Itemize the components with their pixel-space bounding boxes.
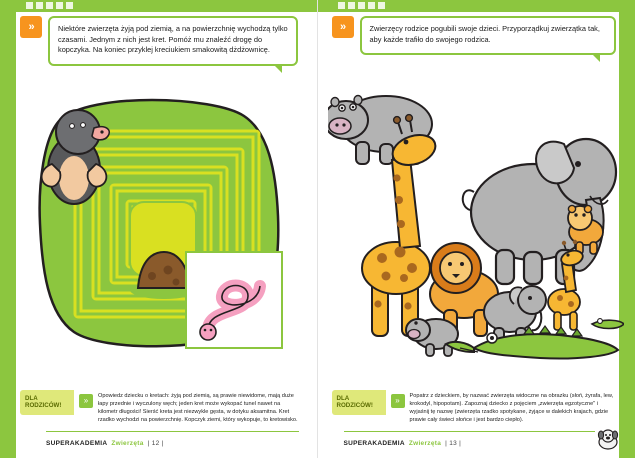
right-instruction-block [332, 16, 616, 55]
left-tip-label: DLA RODZICÓW! [20, 390, 74, 416]
right-tip-text: Popatrz z dzieckiem, by nazwać zwierzęta widoczne na obrazku (słoń, żyrafa, lew, krokodyl, hipopotam). Zapoznaj dziecko z pojęciem „zwierzęta egzotyczne" i wyjaśnij tę nazwę (zwierzęta rzadko spotykane, żyjące w dalekich krajach, gdzie prawie cały świeci słońce i jest bardzo ciepło). [409, 392, 614, 423]
maze-puzzle[interactable] [18, 74, 300, 356]
baby-crocodile [592, 319, 624, 329]
right-instruction-text: Zwierzęcy rodzice pogubili swoje dzieci. Przyporządkuj zwierzątka tak, aby każde trafiło do swojego rodzica. [360, 16, 616, 55]
footer-series: Zwierzęta [408, 439, 442, 447]
earthworm-sticker-box [186, 252, 282, 348]
footer-series: Zwierzęta [111, 439, 144, 447]
right-page [318, 0, 635, 458]
baby-hippopotamus [406, 319, 458, 356]
crocodile-parent [446, 326, 618, 359]
left-instruction-block [20, 16, 298, 66]
footer-page-number: | 12 | [147, 439, 164, 447]
decorative-dots-left [26, 2, 73, 9]
double-chevron-right-icon: » [332, 16, 354, 38]
footer-brand: SUPERAKADEMIA [343, 439, 405, 447]
animal-matching-illustration[interactable] [328, 72, 624, 362]
dog-mascot-icon [595, 428, 621, 450]
left-tip-text: Opowiedz dziecku o kretach: żyją pod ziemią, są prawie niewidome, mają duże łapy przednie i wyczulony węch; jeden kret może wykopać tunel nawet na kilometr długości! Sierść kreta jest niezwykle gęsta, w dotyku aksamitna. Kret rzadko wychodzi na powierzchnię. Kopczyk ziemi, który wykopuje, to kretowisko. [98, 392, 298, 423]
right-parents-tip [332, 390, 618, 424]
left-footer [46, 431, 299, 450]
right-footer [344, 431, 596, 450]
right-tip-label: DLA RODZICÓW! [332, 390, 386, 416]
footer-page-number: | 13 | [445, 439, 462, 447]
double-chevron-right-icon: » [391, 394, 405, 408]
decorative-dots-right [338, 2, 385, 9]
left-instruction-text: Niektóre zwierzęta żyją pod ziemią, a na powierzchnię wychodzą tylko czasami. Jednym z nich jest kret. Pomóż mu znaleźć drogę do kopczyka. Na koniec przyklej kreciukiem smakowitą dżdżownicę. [48, 16, 298, 66]
left-parents-tip [20, 390, 298, 424]
footer-brand: SUPERAKADEMIA [46, 439, 108, 447]
double-chevron-right-icon: » [79, 394, 93, 408]
elephant-parent [462, 139, 615, 284]
left-green-edge [0, 0, 16, 458]
double-chevron-right-icon: » [20, 16, 42, 38]
